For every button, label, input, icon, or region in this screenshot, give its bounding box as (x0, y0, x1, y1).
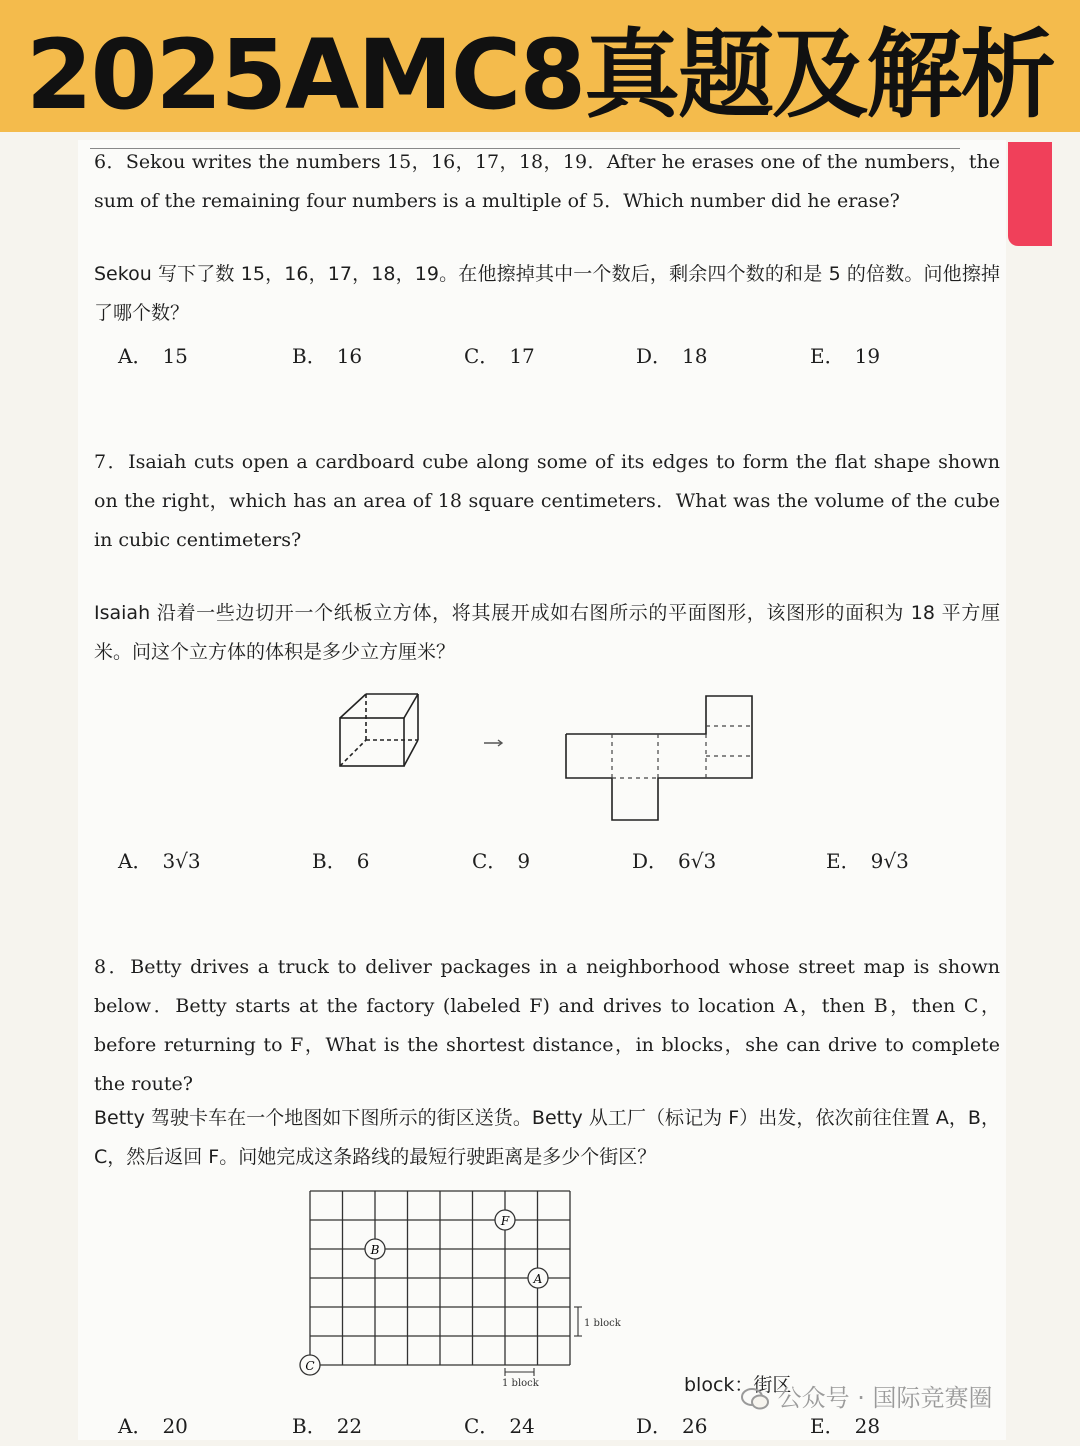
svg-text:A: A (533, 1272, 543, 1286)
banner-title: 2025AMC8真题及解析 (25, 19, 1055, 131)
question-6-chinese: Sekou 写下了数 15，16，17，18，19。在他擦掉其中一个数后，剩余四个数的和是 5 的倍数。问他擦掉了哪个数？ (94, 263, 1000, 324)
street-map-figure (290, 1180, 640, 1390)
choice-a: A． 3√3 (118, 849, 201, 873)
bookmark-tab (1008, 142, 1052, 246)
map-point-c (300, 1355, 320, 1375)
choice-a: A． 20 (118, 1414, 188, 1438)
choice-e: E． 19 (810, 344, 881, 368)
choice-c: C． 17 (464, 344, 535, 368)
choice-d: D． 6√3 (632, 849, 717, 873)
vertical-scale-label: 1 block (584, 1318, 621, 1329)
choice-c: C． 24 (464, 1414, 535, 1438)
flat-net-shape (566, 696, 752, 820)
choice-d: D． 26 (636, 1414, 708, 1438)
cube-net-figure (330, 680, 770, 840)
question-6-english: 6．Sekou writes the numbers 15，16，17，18，19．After he erases one of the numbers，the sum of the remaining four numbers is a multiple of 5．Which number did he erase? (94, 151, 1000, 212)
choice-b: B． 6 (312, 849, 370, 873)
question-8-chinese: Betty 驾驶卡车在一个地图如下图所示的街区送货。Betty 从工厂（标记为 F）出发，依次前往住置 A，B，C，然后返回 F。问她完成这条路线的最短行驶距离是多少个街区？ (94, 1107, 1000, 1168)
choice-a: A． 15 (118, 344, 188, 368)
horizontal-scale-label: 1 block (502, 1378, 539, 1389)
cube-drawing (340, 694, 418, 766)
svg-text:C: C (305, 1359, 315, 1373)
map-point-a (528, 1268, 548, 1288)
block-translation: block：街区 (684, 1374, 792, 1396)
svg-text:B: B (370, 1243, 380, 1257)
question-7-chinese: Isaiah 沿着一些边切开一个纸板立方体，将其展开成如右图所示的平面图形，该图形的面积为 18 平方厘米。问这个立方体的体积是多少立方厘米？ (94, 602, 1000, 663)
question-8-choices (0, 1410, 1080, 1446)
choice-e: E． 9√3 (826, 849, 909, 873)
question-8-english: 8．Betty drives a truck to deliver packages in a neighborhood whose street map is shown below．Betty starts at the factory (labeled F) and drives to location A，then B，then C，before returning to F，What is the shortest distance，in blocks，she can drive to complete the route? (94, 956, 1000, 1095)
arrow-icon (484, 740, 502, 746)
svg-text:F: F (500, 1214, 510, 1228)
question-6-choices (0, 340, 1080, 376)
watermark: 公众号 · 国际竞赛圈 (740, 1378, 1060, 1418)
map-point-b (365, 1239, 385, 1259)
vertical-scale (574, 1307, 582, 1336)
choice-e: E． 28 (810, 1414, 881, 1438)
horizontal-scale (505, 1368, 534, 1376)
question-7-english: 7．Isaiah cuts open a cardboard cube along some of its edges to form the flat shape shown on the right，which has an area of 18 square centimeters．What was the volume of the cube in cubic centimeters? (94, 451, 1000, 551)
choice-c: C． 9 (472, 849, 531, 873)
choice-d: D． 18 (636, 344, 708, 368)
choice-b: B． 22 (292, 1414, 363, 1438)
wechat-icon (740, 1385, 770, 1413)
map-point-f (495, 1210, 515, 1230)
choice-b: B． 16 (292, 344, 363, 368)
question-7-choices (0, 845, 1080, 881)
